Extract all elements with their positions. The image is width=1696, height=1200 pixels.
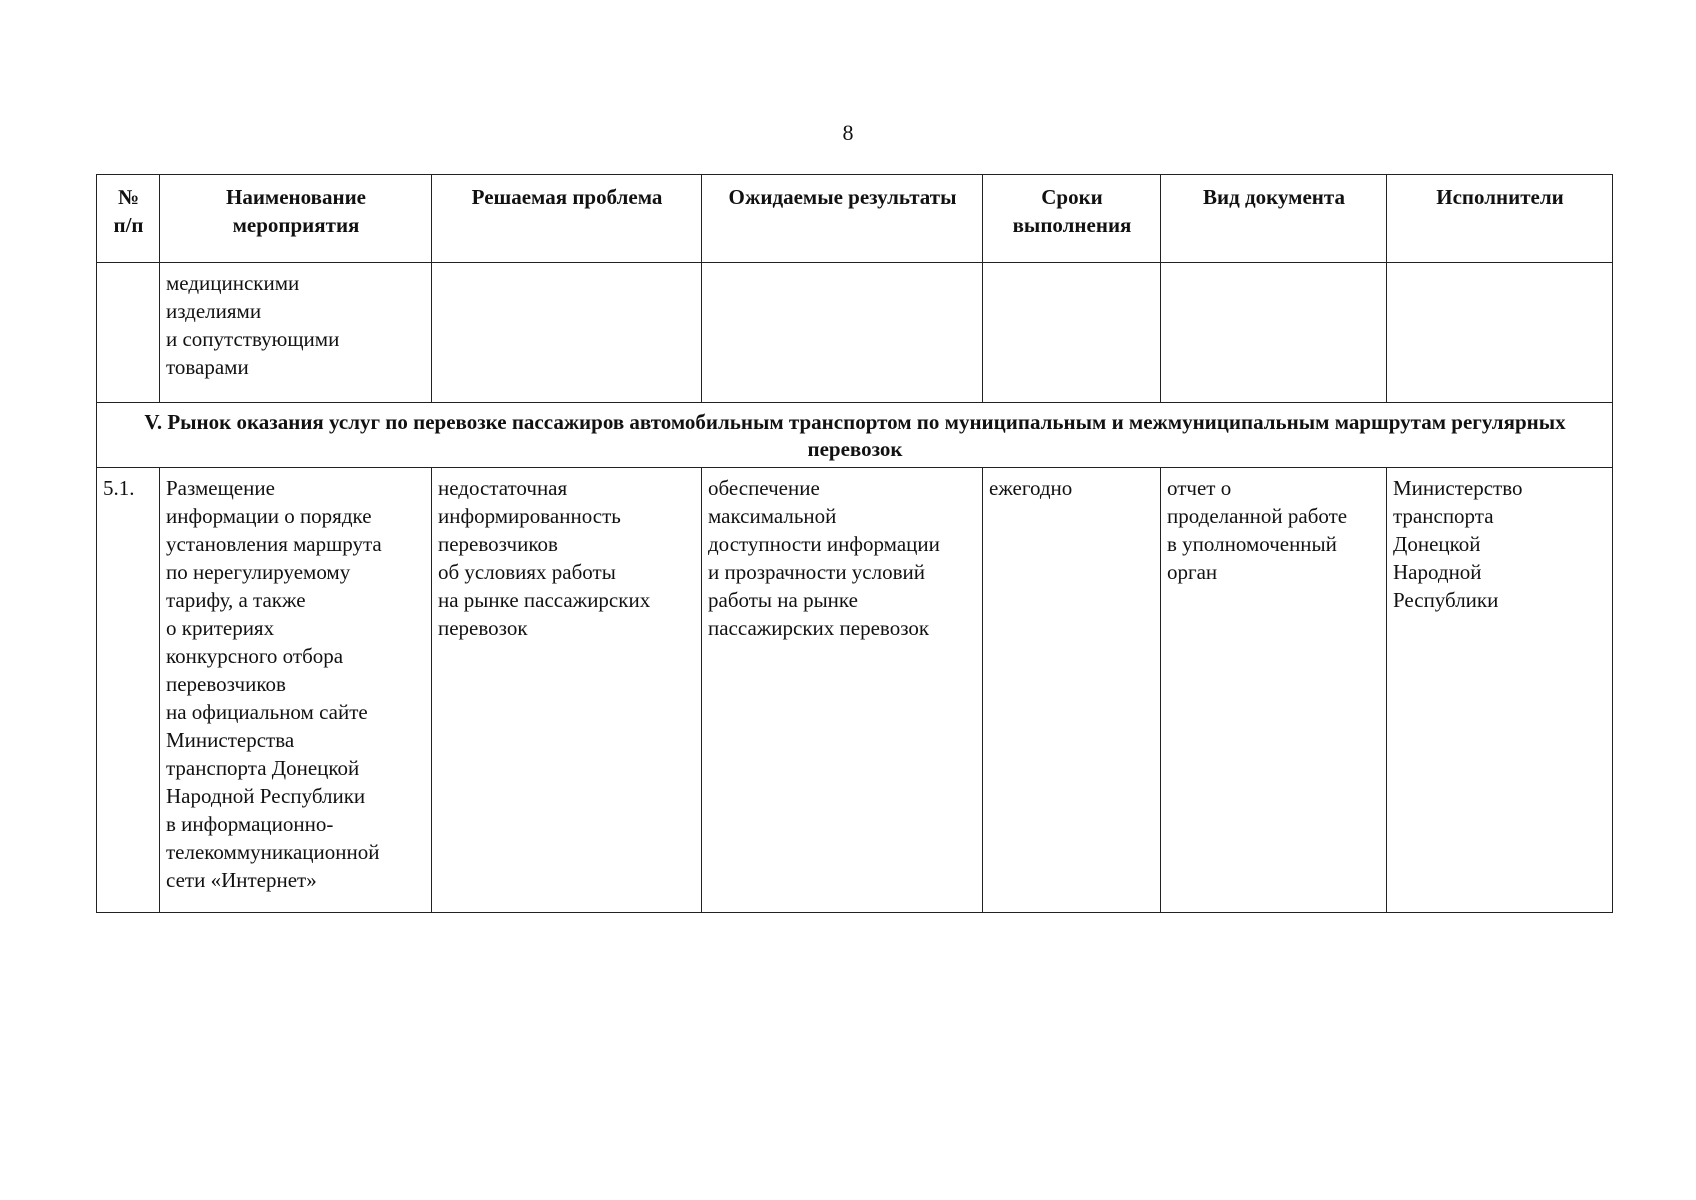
- table-row: [97, 263, 1613, 403]
- header-expected-results: Ожидаемые результаты: [702, 175, 983, 263]
- measures-table: [96, 174, 1613, 913]
- cell-deadlines: [983, 263, 1161, 403]
- cell-expected-results: обеспечение максимальной доступности информации и прозрачности условий работы на рынке пассажирских перевозок: [702, 468, 983, 913]
- cell-problem: недостаточная информированность перевозчиков об условиях работы на рынке пассажирских перевозок: [432, 468, 702, 913]
- section-title: V. Рынок оказания услуг по перевозке пассажиров автомобильным транспортом по муниципальным и межмуниципальным маршрутам регулярных перевозок: [97, 403, 1613, 468]
- cell-expected-results: [702, 263, 983, 403]
- cell-deadlines: ежегодно: [983, 468, 1161, 913]
- header-problem: Решаемая проблема: [432, 175, 702, 263]
- header-document-type: Вид документа: [1161, 175, 1387, 263]
- header-number: № п/п: [97, 175, 160, 263]
- header-executors: Исполнители: [1387, 175, 1613, 263]
- cell-executors: Министерство транспорта Донецкой Народной Республики: [1387, 468, 1613, 913]
- cell-measure-name: медицинскими изделиями и сопутствующими товарами: [160, 263, 432, 403]
- cell-executors: [1387, 263, 1613, 403]
- page-number: 8: [842, 120, 854, 145]
- table-row: [97, 468, 1613, 913]
- cell-document-type: [1161, 263, 1387, 403]
- cell-number: [97, 263, 160, 403]
- cell-document-type: отчет о проделанной работе в уполномоченный орган: [1161, 468, 1387, 913]
- cell-problem: [432, 263, 702, 403]
- section-row: [97, 403, 1613, 468]
- cell-measure-name: Размещение информации о порядке установления маршрута по нерегулируемому тарифу, а также о критериях конкурсного отбора перевозчиков на официальном сайте Министерства транспорта Донецкой Народной Республики в информационно- телекоммуникационной сети «Интернет»: [160, 468, 432, 913]
- header-measure-name: Наименование мероприятия: [160, 175, 432, 263]
- header-deadlines: Сроки выполнения: [983, 175, 1161, 263]
- table-header-row: [97, 175, 1613, 263]
- cell-number: 5.1.: [97, 468, 160, 913]
